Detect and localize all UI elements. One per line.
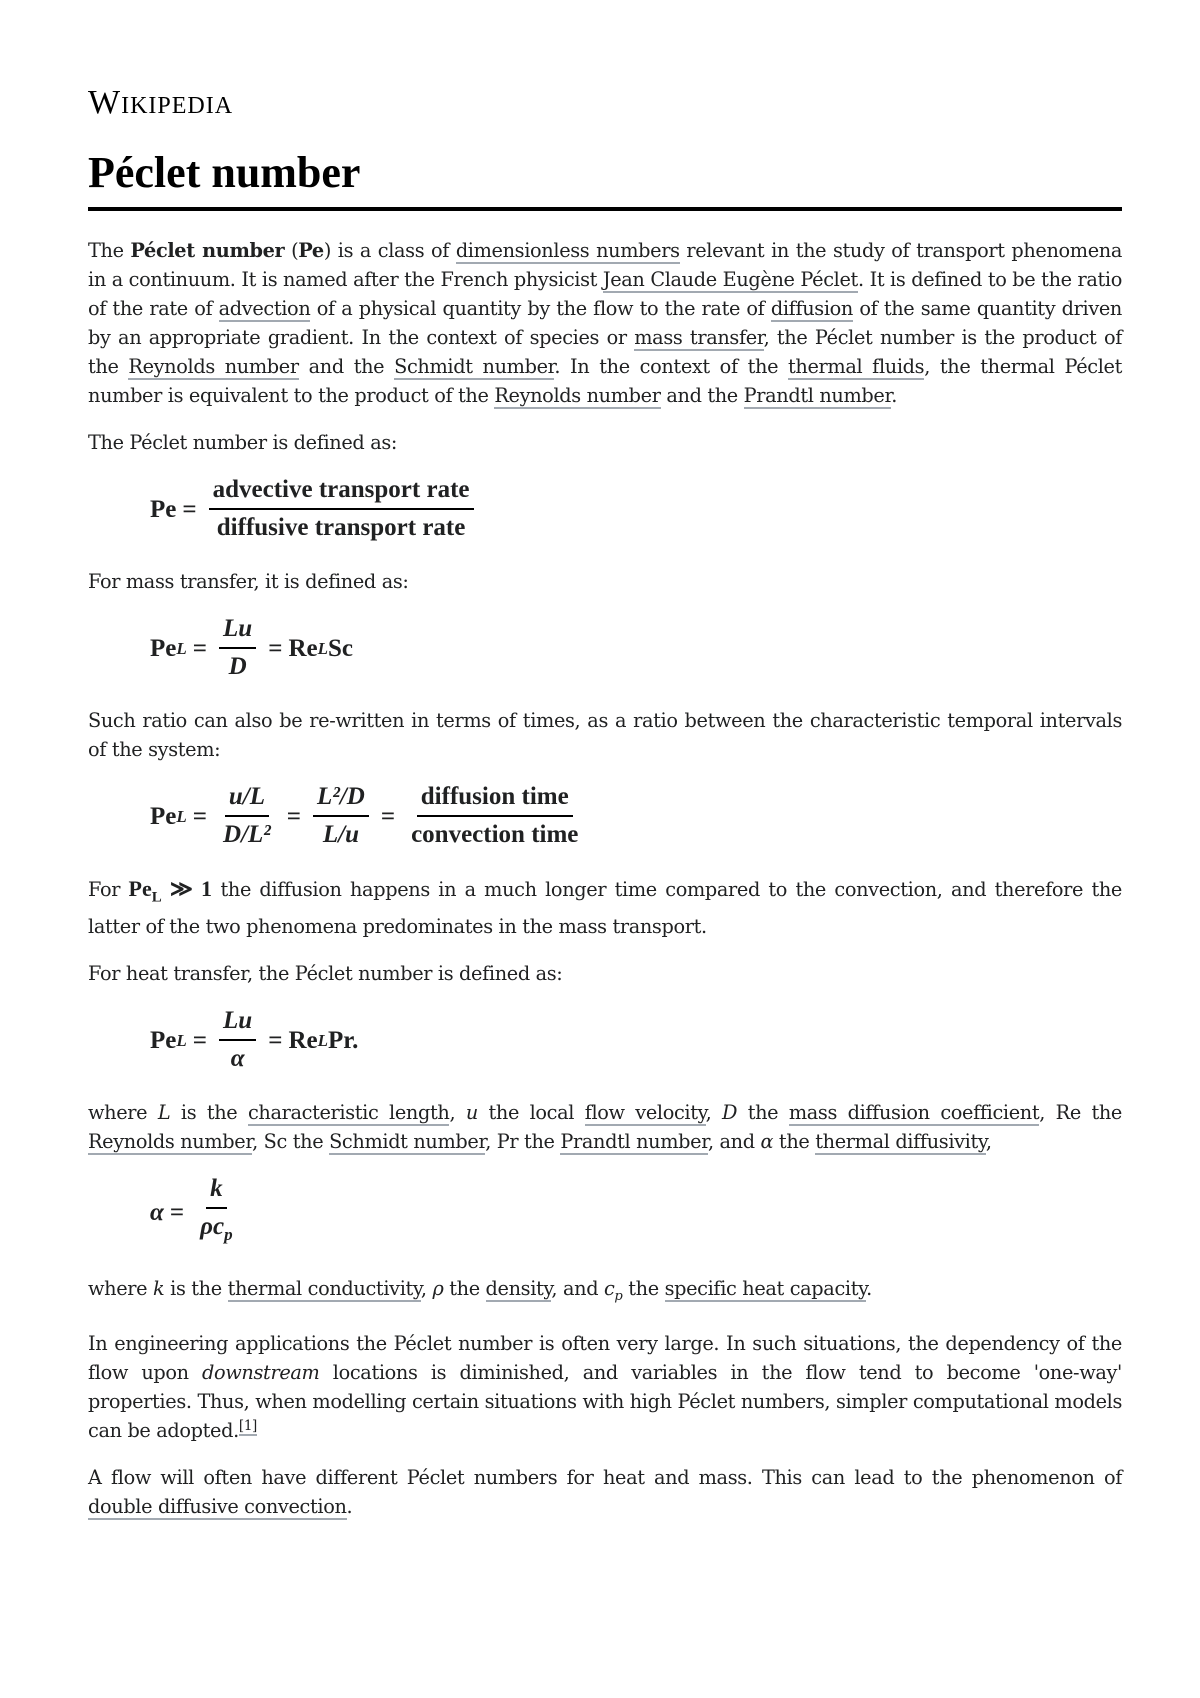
heat-transfer-paragraph: For heat transfer, the Péclet number is defined as: [88, 962, 563, 986]
link-jean-claude-peclet[interactable]: Jean Claude Eugène Péclet [602, 268, 858, 291]
article-body [88, 236, 1122, 1539]
link-characteristic-length[interactable]: characteristic length [247, 1101, 450, 1125]
mass-transfer-paragraph: For mass transfer, it is defined as: [88, 570, 409, 593]
link-mass-diffusion-coefficient[interactable]: mass diffusion coefficient [788, 1101, 1040, 1125]
equation-peclet-definition: Pe = $\frac{\text{advective transport rate}}{\text{diffusive transport rate}}$ [150, 475, 1122, 543]
title-divider [88, 207, 1122, 211]
defined-paragraph: The Péclet number is defined as: [88, 431, 398, 454]
pe-much-greater-paragraph: For $Pe_L$ ≫ 1 the diffusion happens in a much longer time compared to the convection, and therefore the latter of the two phenomena predominates in the mass transport. [88, 876, 1122, 939]
link-thermal-fluids[interactable]: thermal fluids [788, 355, 925, 378]
link-diffusion[interactable]: diffusion [770, 297, 853, 320]
reference-1-link[interactable]: [1] [238, 1417, 257, 1434]
link-advection[interactable]: advection [218, 297, 311, 320]
intro-paragraph: The Péclet number (Pe) is a class of dimensionless numbers relevant in the study of transport phenomena in a continuum. It is named after the French physicist Jean Claude Eugène Péclet. It is defined to be the ratio of the rate of advection of a physical quantity by the flow to the rate of diffusion of the same quantity driven by an appropriate gradient. In the context of species or mass transfer, the Péclet number is the product of the Reynolds number and the Schmidt number. In the context of the thermal fluids, the thermal Péclet number is equivalent to the product of the Reynolds number and the Prandtl number. [88, 239, 1123, 407]
link-double-diffusive-convection[interactable]: double diffusive convection [88, 1495, 347, 1519]
link-flow-velocity[interactable]: flow velocity [584, 1101, 706, 1125]
link-thermal-conductivity[interactable]: thermal conductivity [227, 1277, 421, 1301]
link-schmidt-number[interactable]: Schmidt number [394, 355, 555, 378]
double-diffusive-paragraph: A flow will often have different Péclet numbers for heat and mass. This can lead to the phenomenon of double diffusive convection. [88, 1466, 1122, 1519]
link-density[interactable]: density [485, 1277, 552, 1301]
variables-paragraph: where L is the characteristic length, u the local flow velocity, D the mass diffusion coefficient, Re the Reynolds number, Sc the Schmidt number, Pr the Prandtl number, and α the thermal diffusivity, [88, 1101, 1122, 1154]
link-dimensionless-numbers[interactable]: dimensionless numbers [455, 239, 680, 262]
conductivity-paragraph: where k is the thermal conductivity, ρ the density, and $c_p$ the specific heat capacity. [88, 1277, 872, 1305]
link-prandtl-number-2[interactable]: Prandtl number [560, 1130, 708, 1154]
link-thermal-diffusivity[interactable]: thermal diffusivity [815, 1130, 986, 1154]
link-prandtl-number[interactable]: Prandtl number [743, 384, 892, 407]
engineering-paragraph: In engineering applications the Péclet number is often very large. In such situations, the dependency of the flow upon downstream locations is diminished, and variables in the flow tend to become 'one-way' properties. Thus, when modelling certain situations with high Péclet numbers, simpler computational models can be adopted.[1] [88, 1332, 1122, 1443]
equation-mass-transfer: Pe L = $\frac{Lu}{D}$ = Re L Sc [150, 615, 353, 680]
wikipedia-logo[interactable] [88, 84, 233, 122]
equation-thermal-diffusivity: α = $\frac{k}{\rho c_p}$ [150, 1175, 233, 1245]
logo-text: Wikipedia [88, 84, 234, 121]
page-title: Péclet number [88, 148, 361, 197]
equation-times-ratio: Pe L = $\frac{u/L}{\text{D/L²}}$ = $\frac{\text{L²/D}}{L/u}$ = $\frac{\text{diffusion time}}{\text{convection time}}$ [150, 783, 579, 848]
link-reynolds-number-3[interactable]: Reynolds number [88, 1130, 253, 1154]
link-schmidt-number-2[interactable]: Schmidt number [329, 1130, 486, 1154]
link-reynolds-number[interactable]: Reynolds number [128, 355, 299, 378]
link-reynolds-number-2[interactable]: Reynolds number [494, 384, 661, 407]
equation-heat-transfer: Pe L = $\frac{Lu}{\alpha}$ = Re L Pr. [150, 1007, 359, 1073]
link-mass-transfer[interactable]: mass transfer [634, 326, 764, 349]
link-specific-heat-capacity[interactable]: specific heat capacity [664, 1277, 867, 1301]
times-paragraph: Such ratio can also be re-written in terms of times, as a ratio between the characteristic temporal intervals of the system: [88, 709, 1122, 761]
